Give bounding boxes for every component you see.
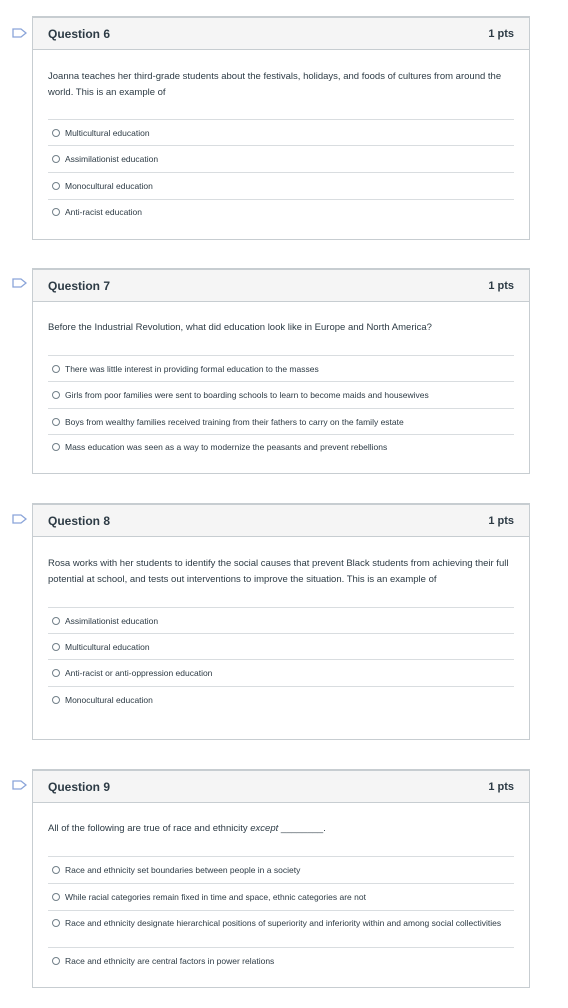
question-text [48, 803, 514, 856]
radio-button-icon[interactable] [52, 365, 60, 373]
radio-button-icon[interactable] [52, 696, 60, 704]
radio-button-icon[interactable] [52, 443, 60, 451]
radio-button-icon[interactable] [52, 208, 60, 216]
answer-option[interactable] [48, 173, 514, 200]
answer-option[interactable] [48, 660, 514, 687]
question-title: Question 8 [48, 513, 111, 528]
answer-label: There was little interest in providing formal education to the masses [65, 364, 319, 374]
answer-option[interactable] [48, 911, 514, 948]
answer-label: Assimilationist education [65, 154, 159, 164]
question-text: Before the Industrial Revolution, what did education look like in Europe and North America? [48, 322, 432, 333]
radio-button-icon[interactable] [52, 418, 60, 426]
question-text-before: All of the following are true of race and ethnicity [48, 823, 251, 834]
question-6 [32, 16, 530, 240]
answer-option[interactable] [48, 146, 514, 173]
flag-question-7-icon[interactable] [12, 278, 27, 288]
answer-option[interactable] [48, 200, 514, 226]
radio-button-icon[interactable] [52, 617, 60, 625]
answer-list [48, 119, 514, 226]
answer-option[interactable] [48, 120, 514, 146]
question-points: 1 pts [488, 514, 514, 527]
answer-label: Boys from wealthy families received training from their fathers to carry on the family estate [65, 417, 404, 427]
radio-button-icon[interactable] [52, 155, 60, 163]
answer-option[interactable] [48, 435, 514, 461]
radio-button-icon[interactable] [52, 643, 60, 651]
answer-option[interactable] [48, 687, 514, 713]
question-7 [32, 268, 530, 474]
question-text: Rosa works with her students to identify the social causes that prevent Black students from achieving their full potential at school, and tests out interventions to improve the situation. This is an example of [48, 558, 509, 585]
radio-button-icon[interactable] [52, 182, 60, 190]
answer-label: Assimilationist education [65, 616, 159, 626]
radio-button-icon[interactable] [52, 669, 60, 677]
radio-button-icon[interactable] [52, 129, 60, 137]
radio-button-icon[interactable] [52, 957, 60, 965]
question-9 [32, 769, 530, 988]
answer-list [48, 856, 514, 974]
answer-label: Multicultural education [65, 128, 150, 138]
answer-option[interactable] [48, 382, 514, 409]
question-header [33, 771, 529, 803]
answer-option[interactable] [48, 884, 514, 911]
answer-label: Race and ethnicity are central factors in power relations [65, 956, 275, 966]
question-text-after: ________. [278, 823, 326, 834]
flag-question-6-icon[interactable] [12, 28, 27, 38]
radio-button-icon[interactable] [52, 866, 60, 874]
flag-question-9-icon[interactable] [12, 780, 27, 790]
question-points: 1 pts [488, 279, 514, 292]
flag-question-8-icon[interactable] [12, 514, 27, 524]
question-points: 1 pts [488, 780, 514, 793]
answer-label: Multicultural education [65, 642, 150, 652]
answer-label: Anti-racist education [65, 207, 143, 217]
answer-label: Mass education was seen as a way to modernize the peasants and prevent rebellions [65, 442, 388, 452]
question-8 [32, 503, 530, 740]
radio-button-icon[interactable] [52, 919, 60, 927]
answer-option[interactable] [48, 608, 514, 634]
answer-label: Race and ethnicity designate hierarchical positions of superiority and inferiority within and among social collectivities [65, 918, 502, 928]
answer-label: Monocultural education [65, 181, 153, 191]
answer-label: Anti-racist or anti-oppression education [65, 668, 213, 678]
answer-label: Race and ethnicity set boundaries between people in a society [65, 865, 301, 875]
radio-button-icon[interactable] [52, 893, 60, 901]
answer-option[interactable] [48, 948, 514, 974]
answer-label: While racial categories remain fixed in time and space, ethnic categories are not [65, 892, 366, 902]
question-header [33, 18, 529, 50]
answer-option[interactable] [48, 857, 514, 884]
question-header [33, 505, 529, 537]
question-points: 1 pts [488, 27, 514, 40]
question-text-emphasis: except [250, 823, 279, 834]
answer-option[interactable] [48, 409, 514, 435]
answer-option[interactable] [48, 356, 514, 382]
answer-option[interactable] [48, 634, 514, 660]
answer-list [48, 355, 514, 461]
question-title: Question 6 [48, 26, 111, 41]
question-title: Question 9 [48, 779, 111, 794]
question-text: Joanna teaches her third-grade students about the festivals, holidays, and foods of cultures from around the world. This is an example of [48, 71, 502, 98]
question-header [33, 270, 529, 302]
radio-button-icon[interactable] [52, 391, 60, 399]
question-title: Question 7 [48, 278, 111, 293]
answer-label: Girls from poor families were sent to boarding schools to learn to become maids and housewives [65, 390, 429, 400]
answer-label: Monocultural education [65, 695, 153, 705]
answer-list [48, 607, 514, 713]
